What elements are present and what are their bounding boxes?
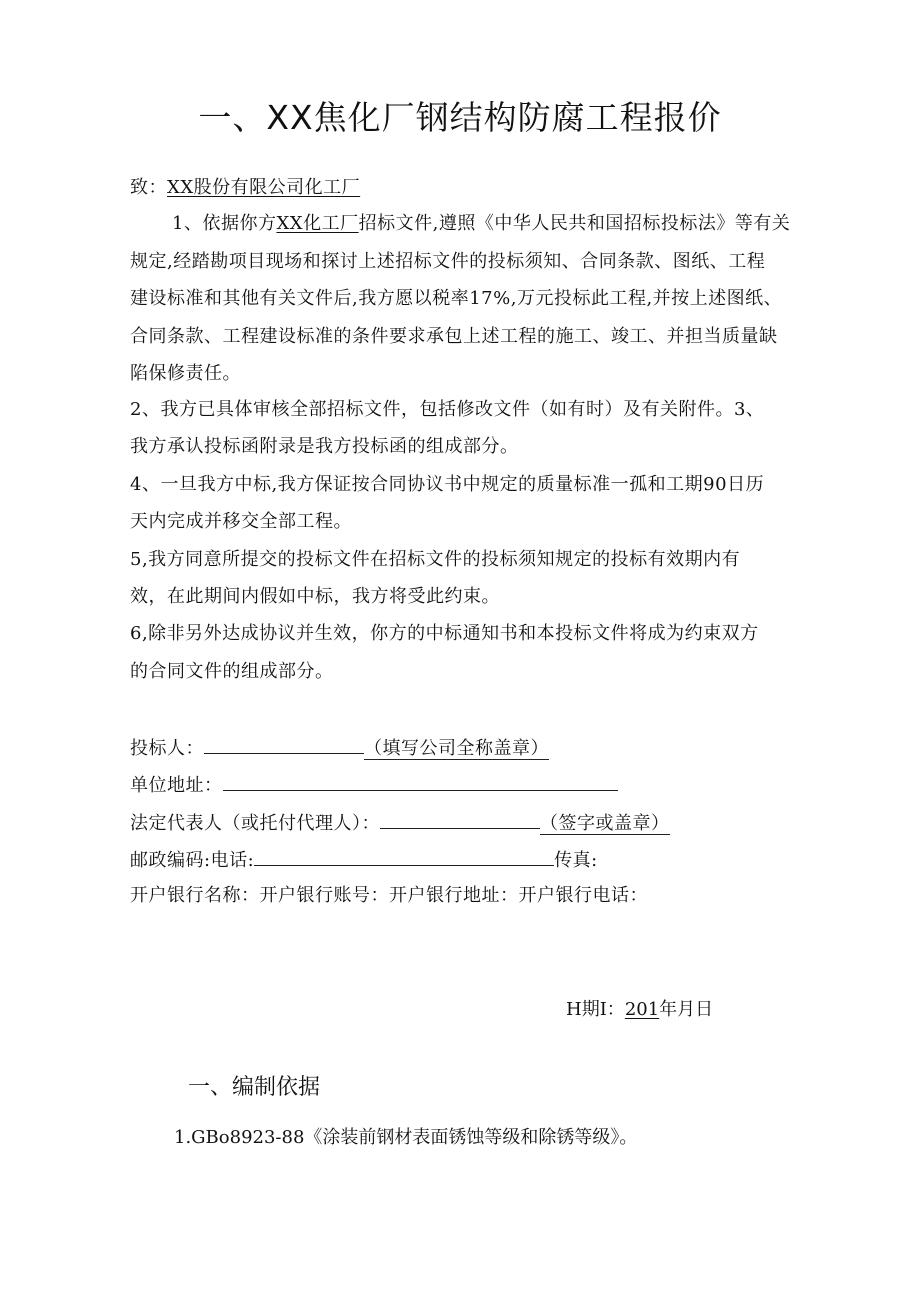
addressee-line <box>130 176 360 200</box>
fax-label: 传真: <box>554 850 598 871</box>
bidder-label: 投标人： <box>130 738 204 759</box>
representative-blank[interactable] <box>380 810 540 829</box>
addressee-company: XX股份有限公司化工厂 <box>167 177 361 198</box>
paragraph-2-line-2: 我方承认投标函附录是我方投标函的组成部分。 <box>130 436 519 457</box>
paragraph-6-line-2: 的合同文件的组成部分。 <box>130 661 334 682</box>
representative-label: 法定代表人（或托付代理人）： <box>130 813 380 834</box>
bidder-blank[interactable] <box>204 735 364 754</box>
phone-blank[interactable] <box>254 847 554 866</box>
paragraph-1-line-1 <box>172 212 790 236</box>
paragraph-5-line-2: 效，在此期间内假如中标，我方将受此约束。 <box>130 586 500 607</box>
date-suffix: 年月日 <box>659 999 714 1020</box>
bidder-note: （填写公司全称盖章） <box>364 738 549 759</box>
paragraph-6-line-1: 6,除非另外达成协议并生效，你方的中标通知书和本投标文件将成为约束双方 <box>130 623 759 644</box>
paragraph-1-line-2: 规定,经踏勘项目现场和探讨上述招标文件的投标须知、合同条款、图纸、工程 <box>130 251 766 272</box>
paragraph-1-line-3: 建设标准和其他有关文件后,我方愿以税率17%,万元投标此工程,并按上述图纸、 <box>130 288 783 309</box>
address-blank[interactable] <box>223 772 618 791</box>
p1-underlined-company: XX化工厂 <box>276 213 359 234</box>
representative-line <box>130 810 670 836</box>
date-line <box>566 998 713 1022</box>
postal-phone-line <box>130 847 598 873</box>
paragraph-4-line-2: 天内完成并移交全部工程。 <box>130 511 352 532</box>
addressee-prefix: 致： <box>130 177 167 198</box>
paragraph-5-line-1: 5,我方同意所提交的投标文件在招标文件的投标须知规定的投标有效期内有 <box>130 549 741 570</box>
bidder-line <box>130 735 549 761</box>
postal-phone-label: 邮政编码:电话: <box>130 850 255 871</box>
p1-text-a: 1、依据你方 <box>172 213 277 234</box>
date-prefix: H期I： <box>566 999 625 1020</box>
paragraph-1-line-4: 合同条款、工程建设标准的条件要求承包上述工程的施工、竣工、并担当质量缺 <box>130 326 778 347</box>
paragraph-1-line-5: 陷保修责任。 <box>130 363 241 384</box>
paragraph-4-line-1: 4、一旦我方中标,我方保证按合同协议书中规定的质量标准一孤和工期90日历 <box>130 474 765 495</box>
p1-text-b: 招标文件,遵照《中华人民共和国招标投标法》等有关 <box>358 213 791 234</box>
bank-line: 开户银行名称：开户银行账号：开户银行地址：开户银行电话： <box>130 885 648 906</box>
reference-item-1: 1.GBo8923-88《涂装前钢材表面锈蚀等级和除锈等级》。 <box>174 1127 638 1148</box>
document-title: 一、XX焦化厂钢结构防腐工程报价 <box>198 98 722 137</box>
paragraph-2-line-1: 2、我方已具体审核全部招标文件，包括修改文件（如有时）及有关附件。3、 <box>130 399 765 420</box>
address-line <box>130 772 618 798</box>
representative-note: （签字或盖章） <box>540 813 670 834</box>
address-label: 单位地址： <box>130 775 223 796</box>
date-year: 201 <box>624 999 660 1020</box>
section-heading: 一、编制依据 <box>188 1075 321 1100</box>
